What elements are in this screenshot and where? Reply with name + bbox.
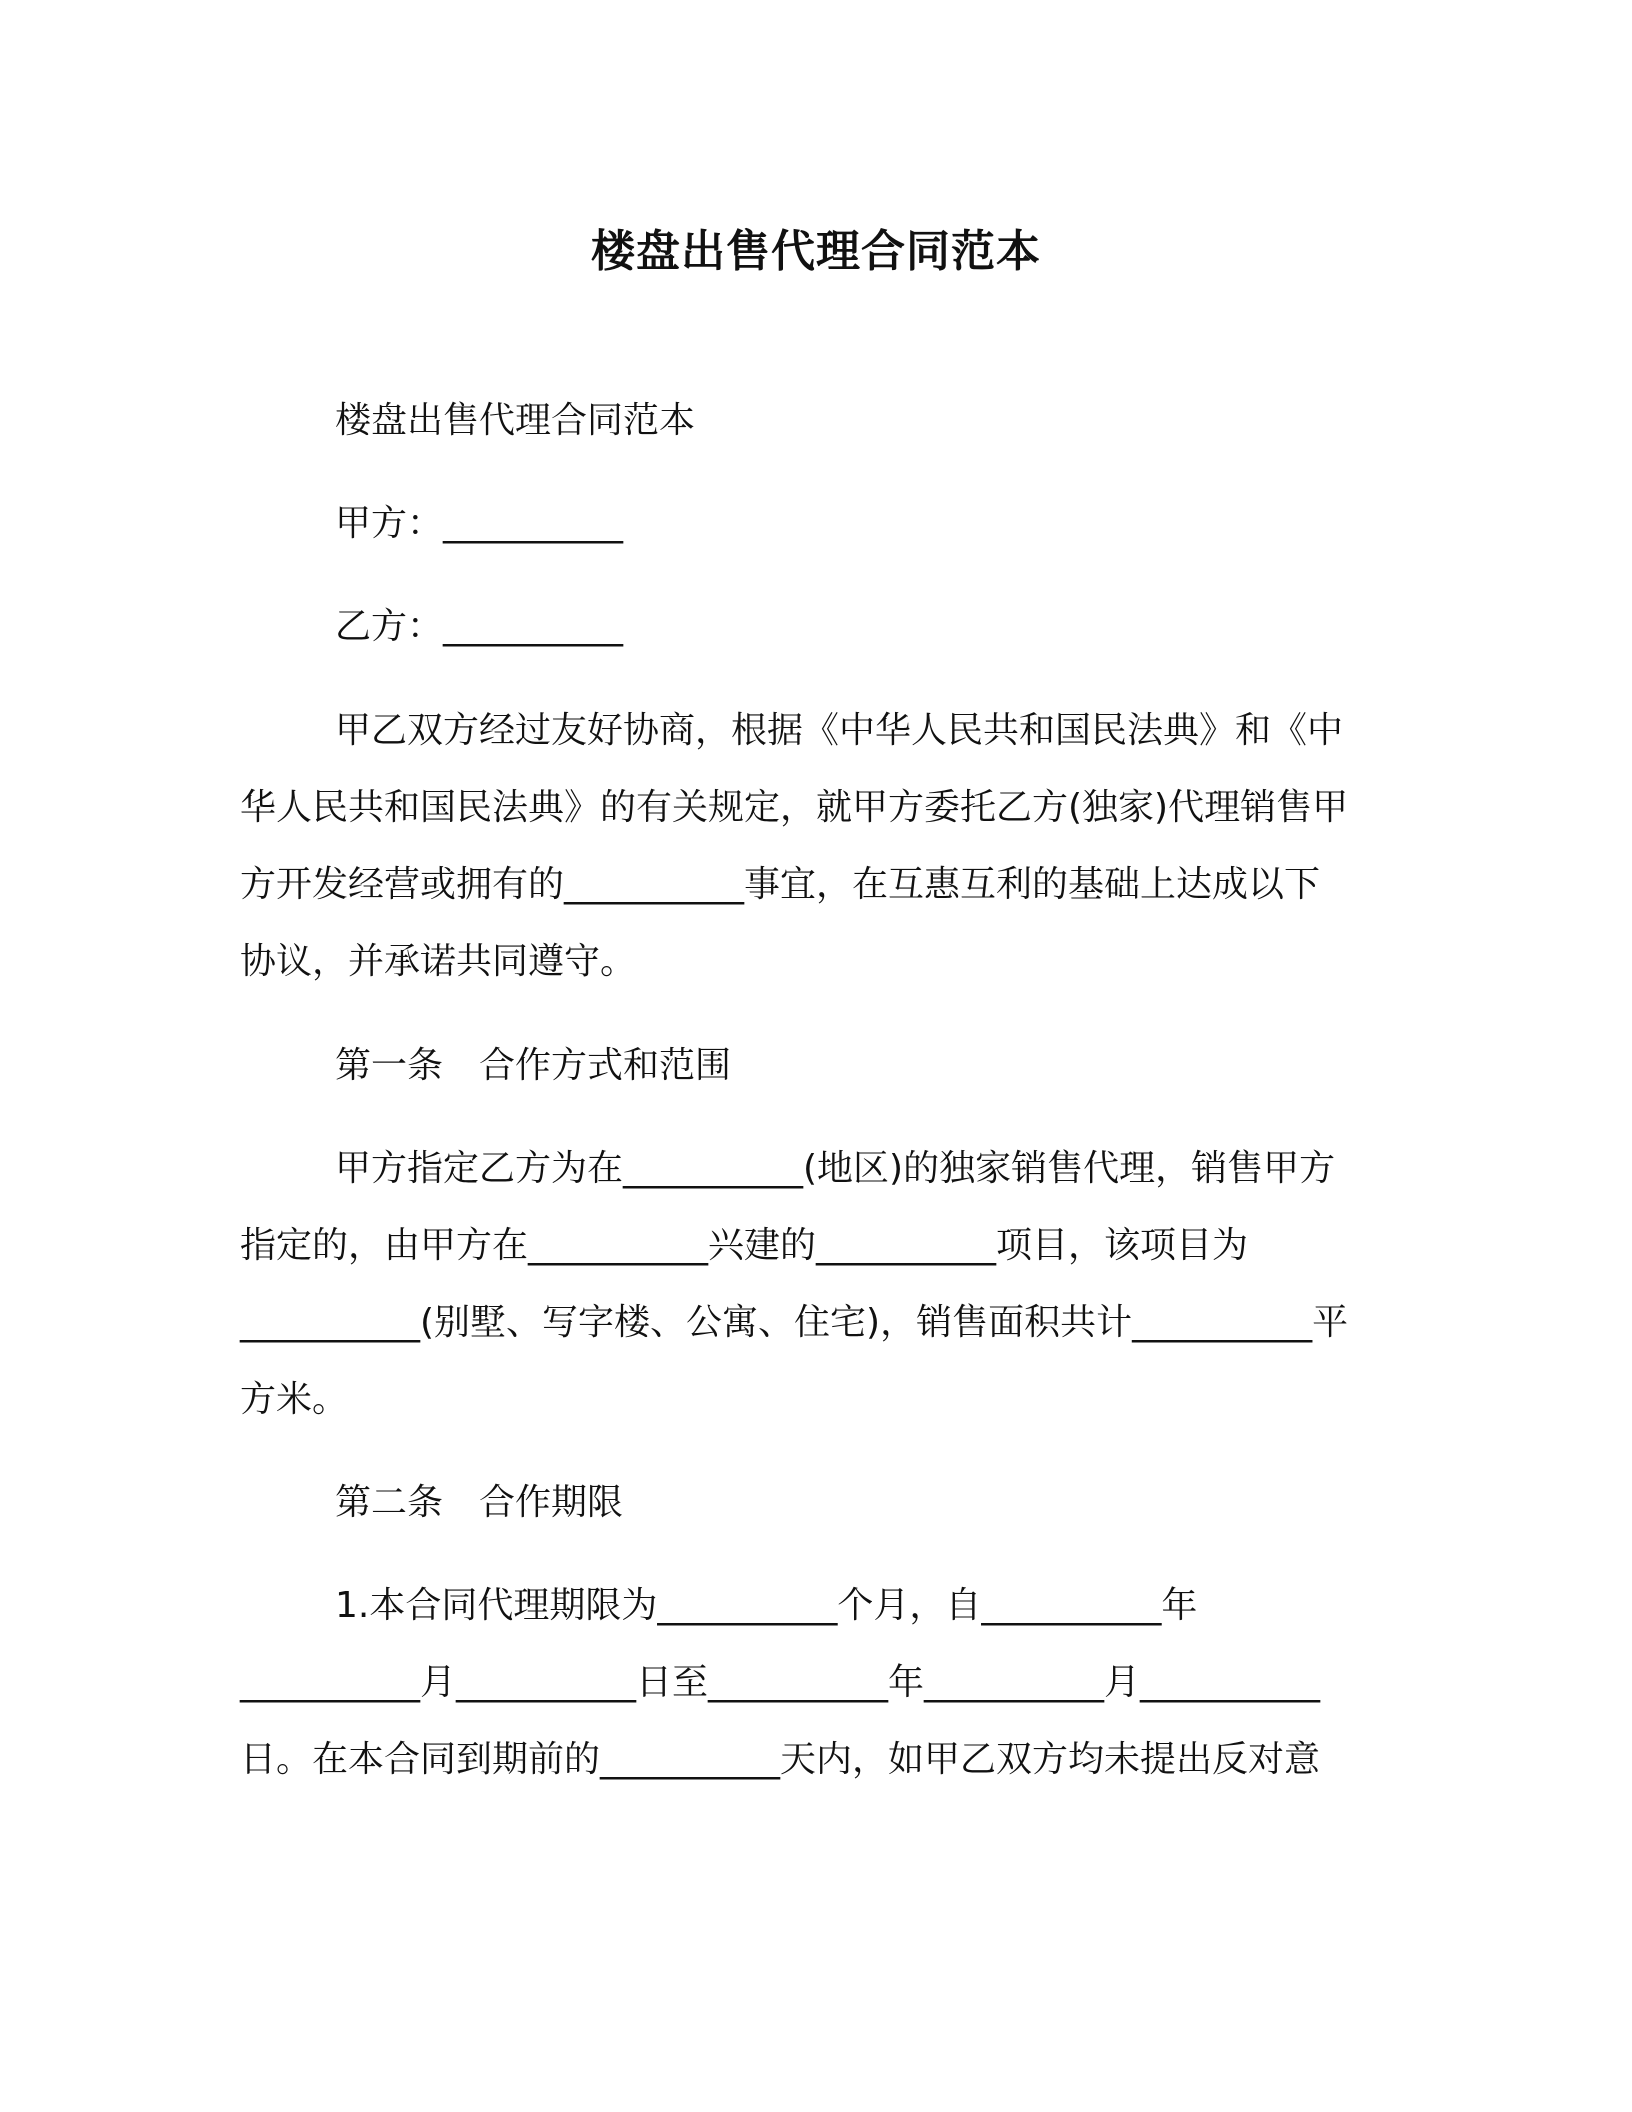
party-b-line: 乙方：__________ [335,606,624,647]
article-1-line-2: 指定的，由甲方在__________兴建的__________项目，该项目为 [240,1225,1249,1266]
article-1-line-3: __________(别墅、写字楼、公寓、住宅)，销售面积共计__________平 [240,1302,1349,1343]
article-1-heading: 第一条 合作方式和范围 [335,1045,732,1086]
article-2-line-1: 1.本合同代理期限为__________个月，自__________年 [335,1585,1198,1626]
article-2-line-3: 日。在本合同到期前的__________天内，如甲乙双方均未提出反对意 [240,1739,1321,1780]
article-2-heading: 第二条 合作期限 [335,1482,624,1523]
article-2-line-2: __________月__________日至__________年__________月__________ [240,1662,1320,1703]
document-title: 楼盘出售代理合同范本 [591,226,1041,277]
preamble-line-1: 甲乙双方经过友好协商，根据《中华人民共和国民法典》和《中 [335,710,1344,751]
article-1-line-4: 方米。 [240,1379,349,1420]
preamble-line-2: 华人民共和国民法典》的有关规定，就甲方委托乙方(独家)代理销售甲 [240,787,1349,828]
article-1-line-1: 甲方指定乙方为在__________(地区)的独家销售代理，销售甲方 [335,1148,1336,1189]
preamble-line-3: 方开发经营或拥有的__________事宜，在互惠互利的基础上达成以下 [240,864,1321,905]
preamble-line-4: 协议，并承诺共同遵守。 [240,941,637,982]
subtitle-line: 楼盘出售代理合同范本 [335,400,696,441]
party-a-line: 甲方：__________ [335,503,624,544]
